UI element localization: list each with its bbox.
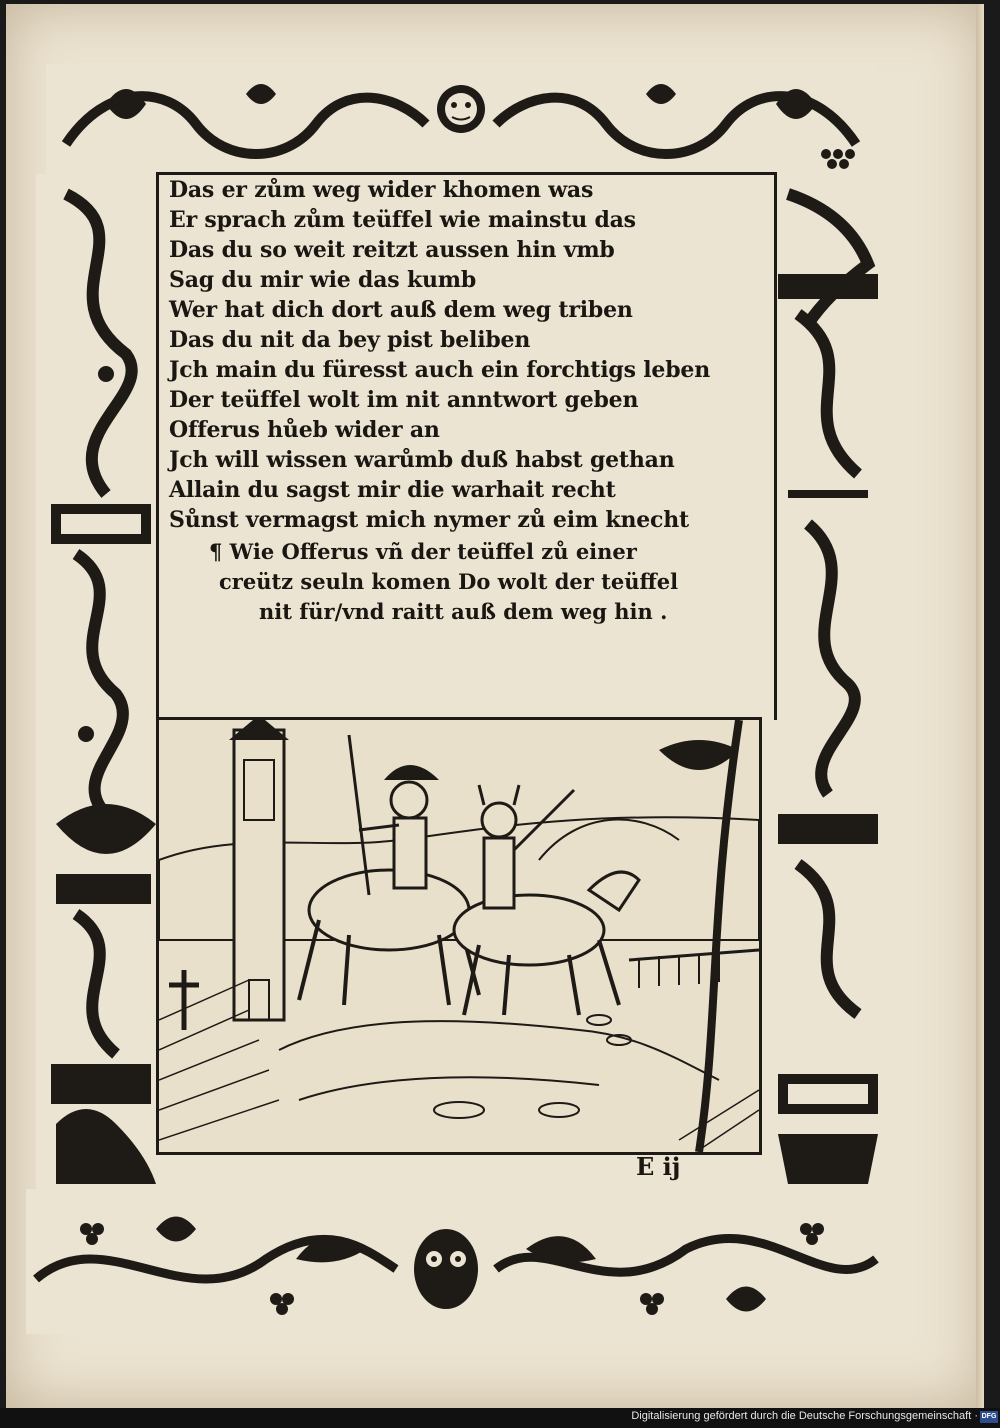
verse-line: Wer hat dich dort auß dem weg triben — [169, 297, 633, 323]
verse-line: Allain du sagst mir die warhait recht — [169, 477, 616, 503]
woodcut-illustration — [156, 717, 762, 1155]
top-ornament-border — [46, 64, 876, 174]
verse-line: Das er zům weg wider khomen was — [169, 177, 594, 203]
right-ornament-border — [768, 174, 888, 1194]
signature-mark: E ij — [636, 1152, 681, 1181]
verse-line: Sag du mir wie das kumb — [169, 267, 477, 293]
verse-line: Der teüffel wolt im nit anntwort geben — [169, 387, 639, 413]
verse-line: Offerus hůeb wider an — [169, 417, 440, 443]
verse-line: Das du so weit reitzt aussen hin vmb — [169, 237, 615, 263]
chapter-heading-line: ¶ Wie Offerus vñ der teüffel zů einer — [209, 539, 637, 564]
verse-line: Jch main du füresst auch ein forchtigs leben — [169, 357, 710, 383]
left-ornament-border — [36, 174, 161, 1194]
verse-line: Jch will wissen warůmb duß habst gethan — [169, 447, 675, 473]
chapter-heading-line: creütz seuln komen Do wolt der teüffel — [219, 569, 679, 594]
verse-line: Er sprach zům teüffel wie mainstu das — [169, 207, 636, 233]
page-edge — [976, 4, 984, 1408]
dfg-logo: DFG — [980, 1411, 998, 1423]
bottom-ornament-border — [26, 1189, 886, 1334]
funding-credit: Digitalisierung gefördert durch die Deutsche Forschungsgemeinschaft · — [631, 1410, 978, 1422]
verse-line: Sůnst vermagst mich nymer zů eim knecht — [169, 507, 689, 533]
chapter-heading-line: nit für/vnd raitt auß dem weg hin . — [259, 599, 668, 624]
book-page — [6, 4, 984, 1408]
verse-line: Das du nit da bey pist beliben — [169, 327, 531, 353]
text-block — [156, 172, 777, 720]
